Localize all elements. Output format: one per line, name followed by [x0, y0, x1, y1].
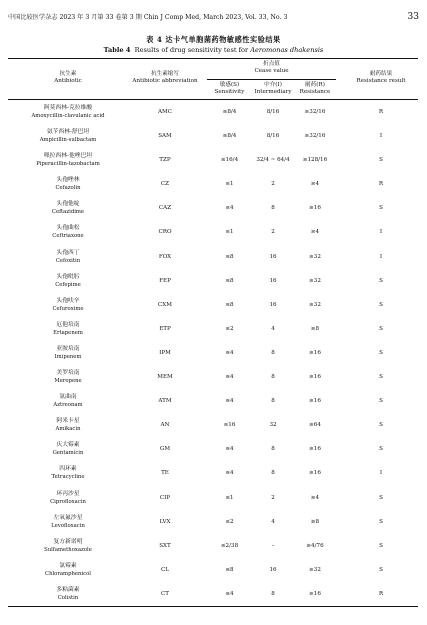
antibiotic-name-zh: 美罗培南: [56, 370, 80, 377]
resistance-cell: ≥16: [309, 374, 321, 381]
intermediary-cell: 8/16: [266, 133, 280, 140]
sensitivity-cell: ≤4: [225, 205, 234, 212]
abbreviation-cell: TZP: [159, 157, 171, 164]
resistance-result-cell: S: [379, 325, 383, 332]
abbreviation-cell: CZ: [160, 181, 170, 188]
resistance-result-cell: I: [379, 470, 383, 477]
page-number: 33: [407, 12, 419, 22]
antibiotic-name-zh: 哌拉西林-他唑巴坦: [43, 153, 93, 160]
resistance-cell: ≥4/76: [306, 542, 324, 549]
resistance-result-cell: S: [379, 277, 383, 284]
sensitivity-cell: ≤4: [225, 398, 234, 405]
abbreviation-cell: SXT: [159, 542, 171, 549]
species-name: Aeromonas dhakensis: [250, 46, 324, 54]
resistance-result-cell: S: [379, 301, 383, 308]
table-row: [8, 172, 418, 196]
antibiotic-name-en: Gentamicin: [52, 450, 84, 457]
antibiotic-cell: [8, 200, 128, 216]
col-cease-value-zh: 折点值: [263, 61, 280, 67]
table-title-chinese: 表 4 达卡气单胞菌药物敏感性实验结果: [146, 35, 281, 44]
antibiotic-cell: [8, 441, 128, 457]
col-resistance-result-en: Resistance result: [356, 78, 406, 84]
antibiotic-name-zh: 头孢唑林: [56, 177, 80, 184]
antibiotic-cell: [8, 224, 128, 240]
antibiotic-name-zh: 厄他培南: [56, 321, 80, 328]
antibiotic-name-zh: 复方新诺明: [53, 538, 83, 545]
antibiotic-cell: [8, 273, 128, 289]
abbreviation-cell: AN: [160, 422, 170, 429]
intermediary-cell: 4: [271, 325, 275, 332]
intermediary-cell: 8: [271, 590, 275, 597]
drug-sensitivity-table: [8, 58, 418, 607]
antibiotic-name-zh: 左氧氟沙星: [53, 514, 83, 521]
sensitivity-cell: ≤1: [225, 181, 234, 188]
resistance-cell: ≥4: [310, 494, 320, 501]
intermediary-cell: 8: [271, 374, 275, 381]
resistance-result-cell: S: [379, 157, 383, 164]
table-row: [8, 437, 418, 461]
sensitivity-cell: ≤8: [225, 253, 234, 260]
antibiotic-name-en: Meropene: [54, 378, 82, 385]
antibiotic-name-en: Sulfamethoxazole: [44, 546, 92, 553]
table-row: [8, 245, 418, 269]
col-antibiotic-en: Antibiotic: [54, 78, 82, 84]
table-label: Table 4: [103, 46, 131, 54]
col-resistance-en: Resistance: [299, 89, 331, 95]
col-resistance-result-zh: 耐药结果: [369, 71, 393, 77]
abbreviation-cell: TE: [161, 470, 169, 477]
resistance-cell: ≥16: [309, 205, 321, 212]
sensitivity-cell: ≤1: [225, 494, 234, 501]
antibiotic-name-en: Cefazolin: [55, 185, 81, 192]
antibiotic-cell: [8, 321, 128, 337]
resistance-cell: ≥8: [310, 518, 320, 525]
resistance-result-cell: R: [378, 181, 384, 188]
sensitivity-cell: ≤4: [225, 590, 234, 597]
table-bottom-rule: [8, 606, 418, 607]
abbreviation-cell: GM: [159, 446, 171, 453]
resistance-result-cell: I: [379, 253, 383, 260]
antibiotic-name-en: Ampicillin-sulbactam: [39, 137, 97, 144]
antibiotic-cell: [8, 345, 128, 361]
col-abbreviation-en: Antibiotic abbreviation: [132, 78, 198, 84]
antibiotic-cell: [8, 465, 128, 481]
resistance-cell: ≥32/16: [304, 109, 326, 115]
intermediary-cell: 16: [269, 253, 277, 260]
resistance-result-cell: I: [379, 229, 383, 236]
table-row: [8, 317, 418, 341]
abbreviation-cell: FEP: [159, 277, 171, 284]
antibiotic-name-zh: 庆大霉素: [56, 442, 80, 449]
running-header: [8, 12, 419, 24]
sensitivity-cell: ≤4: [225, 470, 234, 477]
sensitivity-cell: ≤16/4: [220, 157, 239, 164]
resistance-result-cell: S: [379, 349, 383, 356]
antibiotic-name-zh: 阿莫西林-克拉维酸: [43, 105, 93, 111]
sensitivity-cell: ≤4: [225, 446, 234, 453]
resistance-result-cell: R: [378, 590, 384, 597]
resistance-cell: ≥16: [309, 470, 321, 477]
abbreviation-cell: CL: [161, 566, 169, 573]
antibiotic-name-en: Cefuroxime: [52, 305, 84, 312]
antibiotic-name-zh: 四环素: [59, 466, 77, 473]
antibiotic-name-en: Tetracycline: [51, 474, 85, 481]
resistance-cell: ≥4: [310, 181, 320, 188]
antibiotic-name-en: Piperacillin-tazobactam: [36, 161, 100, 168]
resistance-result-cell: S: [379, 566, 383, 573]
intermediary-cell: 8: [271, 398, 275, 405]
table-row: [8, 413, 418, 437]
antibiotic-name-en: Ceftazidime: [51, 209, 85, 216]
intermediary-cell: 2: [271, 494, 275, 501]
intermediary-cell: 2: [271, 181, 275, 188]
table-row: [8, 196, 418, 220]
col-abbreviation: [130, 71, 200, 85]
col-sensitivity: [207, 82, 252, 96]
resistance-cell: ≥16: [309, 349, 321, 356]
antibiotic-name-zh: 氯霉素: [59, 562, 77, 569]
antibiotic-cell: [8, 538, 128, 554]
antibiotic-name-en: Ciprofloxacin: [50, 498, 86, 505]
resistance-cell: ≥16: [309, 398, 321, 405]
antibiotic-name-en: Ceftriaxone: [52, 233, 84, 240]
abbreviation-cell: AMC: [157, 109, 173, 115]
sensitivity-cell: ≤2/38: [220, 542, 239, 549]
antibiotic-cell: [8, 176, 128, 192]
table-title-english: [0, 46, 427, 54]
intermediary-cell: 8: [271, 205, 275, 212]
sensitivity-cell: ≤4: [225, 349, 234, 356]
antibiotic-cell: [8, 249, 128, 265]
col-intermediary: [252, 82, 294, 96]
sensitivity-cell: ≤16: [223, 422, 236, 429]
antibiotic-name-en: Levofloxacin: [51, 522, 85, 529]
intermediary-cell: –: [271, 542, 275, 549]
antibiotic-name-en: Cefepime: [55, 281, 81, 288]
sensitivity-cell: ≤8/4: [222, 133, 237, 140]
sensitivity-cell: ≤8: [225, 301, 234, 308]
antibiotic-name-en: Chloramphenicol: [45, 570, 91, 577]
resistance-cell: ≥32: [309, 566, 321, 573]
cease-value-underline: [207, 79, 336, 80]
antibiotic-name-zh: 阿米卡星: [56, 418, 80, 425]
sensitivity-cell: ≤8/4: [222, 109, 237, 115]
antibiotic-name-en: Ertapenem: [53, 329, 83, 336]
abbreviation-cell: ATM: [158, 398, 172, 405]
resistance-result-cell: R: [378, 109, 384, 115]
resistance-cell: ≥32: [309, 277, 321, 284]
col-intermediary-zh: 中介(I): [264, 82, 282, 88]
antibiotic-name-zh: 氨曲南: [59, 394, 77, 401]
col-intermediary-en: Intermediary: [254, 89, 292, 95]
antibiotic-cell: [8, 417, 128, 433]
abbreviation-cell: LVX: [159, 518, 171, 525]
col-sensitivity-en: Sensitivity: [214, 89, 245, 95]
resistance-cell: ≥32: [309, 253, 321, 260]
table-row: [8, 558, 418, 582]
table-row: [8, 100, 418, 124]
table-row: [8, 341, 418, 365]
abbreviation-cell: FOX: [158, 253, 172, 260]
resistance-cell: ≥16: [309, 446, 321, 453]
intermediary-cell: 8/16: [266, 109, 280, 115]
intermediary-cell: 8: [271, 446, 275, 453]
table-body: [8, 100, 418, 606]
resistance-cell: ≥32/16: [304, 133, 326, 140]
resistance-result-cell: S: [379, 398, 383, 405]
antibiotic-name-zh: 氨苄西林-舒巴坦: [46, 129, 90, 136]
antibiotic-name-en: Colistin: [57, 594, 79, 601]
antibiotic-name-en: Aztreonam: [53, 402, 83, 409]
antibiotic-name-zh: 头孢曲松: [56, 225, 80, 232]
table-row: [8, 534, 418, 558]
resistance-result-cell: S: [379, 542, 383, 549]
table-row: [8, 220, 418, 244]
antibiotic-cell: [8, 152, 128, 168]
antibiotic-cell: [8, 586, 128, 602]
antibiotic-name-en: Amikacin: [55, 426, 81, 433]
antibiotic-name-zh: 环丙沙星: [56, 490, 80, 497]
antibiotic-name-zh: 头孢呋辛: [56, 297, 80, 304]
col-antibiotic-zh: 抗生素: [59, 71, 77, 77]
intermediary-cell: 8: [271, 349, 275, 356]
abbreviation-cell: CAZ: [158, 205, 172, 212]
intermediary-cell: 16: [269, 566, 277, 573]
resistance-cell: ≥8: [310, 325, 320, 332]
antibiotic-cell: [8, 297, 128, 313]
resistance-result-cell: S: [379, 494, 383, 501]
table-row: [8, 124, 418, 148]
abbreviation-cell: CRO: [158, 229, 172, 236]
table-row: [8, 510, 418, 534]
resistance-cell: ≥128/16: [302, 157, 328, 164]
resistance-cell: ≥64: [309, 422, 321, 429]
col-abbreviation-zh: 抗生素缩写: [151, 71, 179, 77]
intermediary-cell: 32: [269, 422, 277, 429]
abbreviation-cell: CXM: [158, 301, 172, 308]
antibiotic-cell: [8, 128, 128, 144]
intermediary-cell: 2: [271, 229, 275, 236]
resistance-result-cell: S: [379, 446, 383, 453]
sensitivity-cell: ≤8: [225, 277, 234, 284]
table-row: [8, 293, 418, 317]
table-row: [8, 582, 418, 606]
sensitivity-cell: ≤8: [225, 566, 234, 573]
abbreviation-cell: IPM: [159, 349, 171, 356]
col-sensitivity-zh: 敏感(S): [219, 82, 240, 88]
antibiotic-name-zh: 头孢吡肟: [56, 273, 80, 280]
table-row: [8, 269, 418, 293]
sensitivity-cell: ≤2: [225, 325, 234, 332]
antibiotic-cell: [8, 514, 128, 530]
antibiotic-name-zh: 亚胺培南: [56, 345, 80, 352]
abbreviation-cell: CIP: [159, 494, 171, 501]
abbreviation-cell: SAM: [158, 133, 172, 140]
table-title-text: Results of drug sensitivity test for: [134, 46, 251, 54]
table-row: [8, 486, 418, 510]
abbreviation-cell: MEM: [157, 374, 173, 381]
resistance-result-cell: S: [379, 205, 383, 212]
antibiotic-name-zh: 多粘菌素: [56, 586, 80, 593]
resistance-cell: ≥32: [309, 301, 321, 308]
antibiotic-cell: [8, 393, 128, 409]
resistance-cell: ≥16: [309, 590, 321, 597]
col-cease-value-en: Cease value: [254, 68, 289, 74]
intermediary-cell: 8: [271, 470, 275, 477]
antibiotic-name-en: Imipenem: [54, 353, 82, 360]
sensitivity-cell: ≤2: [225, 518, 234, 525]
table-row: [8, 389, 418, 413]
col-cease-value: [207, 61, 336, 75]
intermediary-cell: 16: [269, 301, 277, 308]
intermediary-cell: 4: [271, 518, 275, 525]
resistance-cell: ≥4: [310, 229, 320, 236]
sensitivity-cell: ≤4: [225, 374, 234, 381]
antibiotic-name-zh: 头孢西丁: [56, 249, 80, 256]
antibiotic-name-en: Cefoxitin: [55, 257, 81, 264]
resistance-result-cell: S: [379, 518, 383, 525]
col-resistance: [294, 82, 336, 96]
abbreviation-cell: ETP: [159, 325, 171, 332]
table-row: [8, 461, 418, 485]
resistance-result-cell: S: [379, 374, 383, 381]
intermediary-cell: 32/4 ~ 64/4: [256, 157, 290, 164]
abbreviation-cell: CT: [160, 590, 169, 597]
col-resistance-result: [346, 71, 416, 85]
table-row: [8, 365, 418, 389]
resistance-result-cell: S: [379, 422, 383, 429]
col-antibiotic: [8, 71, 128, 85]
sensitivity-cell: ≤1: [225, 229, 234, 236]
antibiotic-cell: [8, 490, 128, 506]
col-resistance-zh: 耐药(R): [305, 82, 325, 88]
antibiotic-cell: [8, 369, 128, 385]
intermediary-cell: 16: [269, 277, 277, 284]
table-row: [8, 148, 418, 172]
antibiotic-cell: [8, 562, 128, 578]
antibiotic-cell: [8, 104, 128, 120]
antibiotic-name-zh: 头孢他啶: [56, 201, 80, 208]
resistance-result-cell: I: [379, 133, 383, 140]
journal-citation: 中国比较医学杂志 2023 年 3 月第 33 卷第 3 期 Chin J Comp Med, March 2023, Vol. 33, No. 3: [8, 14, 288, 21]
table-header: [8, 59, 418, 99]
antibiotic-name-en: Amoxycillin-clavulanic acid: [31, 113, 105, 119]
